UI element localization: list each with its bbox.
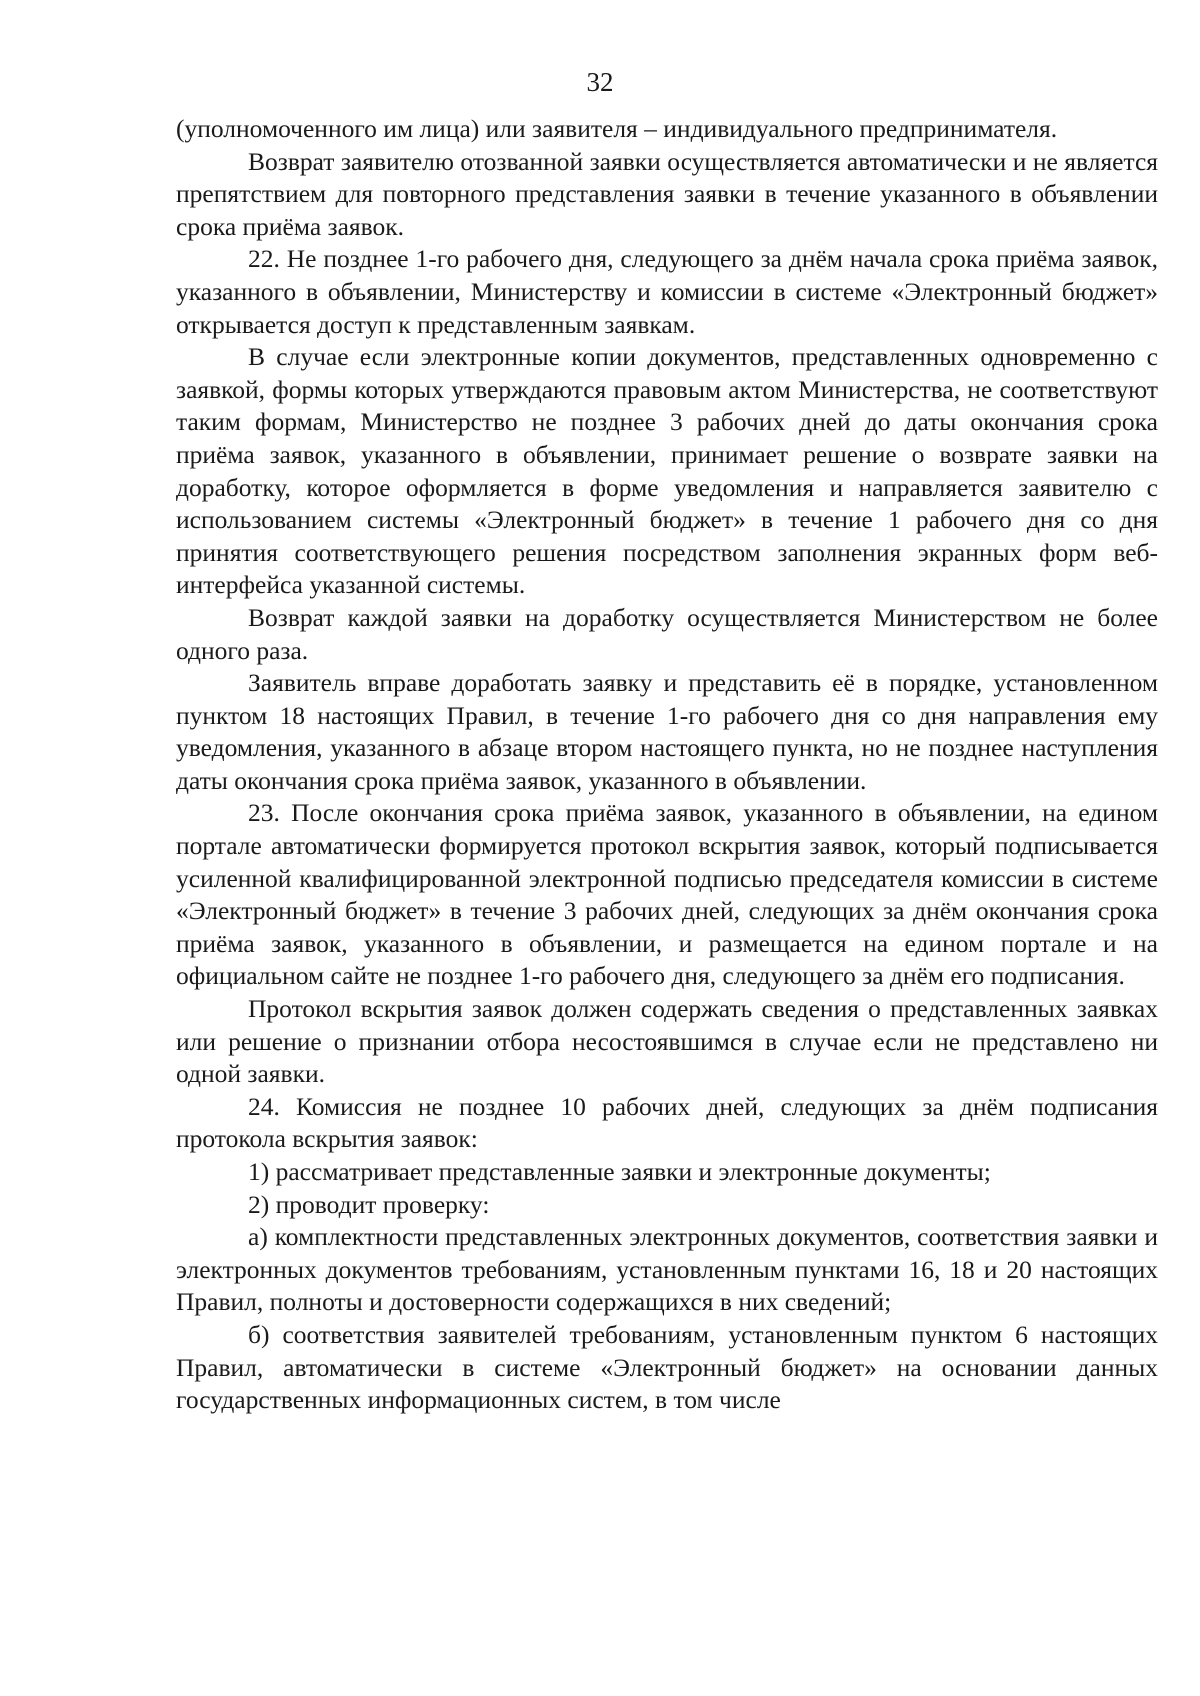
page-number: 32 <box>586 67 614 97</box>
paragraph-continuation: (уполномоченного им лица) или заявителя – индивидуального предпринимателя. <box>176 114 1058 143</box>
list-item-2b: б) соответствия заявителей требованиям, установленным пунктом 6 настоящих Правил, автоматически в системе «Электронный бюджет» на основании данных государственных информационных систем, в том числе <box>176 1319 1158 1415</box>
list-item-2a: а) комплектности представленных электронных документов, соответствия заявки и электронных документов требованиям, установленным пунктами 16, 18 и 20 настоящих Правил, полноты и достоверности содержащихся в них сведений; <box>176 1222 1158 1317</box>
paragraph-clause-22: 22. Не позднее 1-го рабочего дня, следующего за днём начала срока приёма заявок, указанного в объявлении, Министерству и комиссии в системе «Электронный бюджет» открывается доступ к представленным заявкам. <box>176 244 1158 339</box>
list-item-2: 2) проводит проверку: <box>248 1189 490 1219</box>
paragraph-clause-23: 23. После окончания срока приёма заявок, указанного в объявлении, на едином портале автоматически формируется протокол вскрытия заявок, который подписывается усиленной квалифицированной электронной подписью председателя комиссии в системе «Электронный бюджет» в течение 3 рабочих дней, следующих за днём окончания срока приёма заявок, указанного в объявлении, и размещается на едином портале и на официальном сайте не позднее 1-го рабочего дня, следующего за днём его подписания. <box>176 798 1158 991</box>
paragraph-applicant-revise: Заявитель вправе доработать заявку и представить её в порядке, установленном пунктом 18 настоящих Правил, в течение 1-го рабочего дня со дня направления ему уведомления, указанного в абзаце втором настоящего пункта, но не позднее наступления даты окончания срока приёма заявок, указанного в объявлении. <box>176 668 1158 795</box>
list-item-1: 1) рассматривает представленные заявки и электронные документы; <box>248 1157 991 1186</box>
paragraph-clause-24: 24. Комиссия не позднее 10 рабочих дней, следующих за днём подписания протокола вскрытия заявок: <box>176 1091 1158 1154</box>
paragraph-protocol-content: Протокол вскрытия заявок должен содержать сведения о представленных заявках или решение о признании отбора несостоявшимся в случае если не представлено ни одной заявки. <box>176 994 1158 1089</box>
paragraph-return-for-revision: В случае если электронные копии документов, представленных одновременно с заявкой, формы которых утверждаются правовым актом Министерства, не соответствуют таким формам, Министерство не позднее 3 рабочих дней до даты окончания срока приёма заявок, указанного в объявлении, принимает решение о возврате заявки на доработку, которое оформляется в форме уведомления и направляется заявителю с использованием системы «Электронный бюджет» в течение 1 рабочего дня со дня принятия соответствующего решения посредством заполнения экранных форм веб-интерфейса указанной системы. <box>176 342 1158 600</box>
paragraph-return-once: Возврат каждой заявки на доработку осуществляется Министерством не более одного раза. <box>176 602 1158 665</box>
body-text <box>176 113 1158 1417</box>
paragraph-return-withdrawn: Возврат заявителю отозванной заявки осуществляется автоматически и не является препятствием для повторного представления заявки в течение указанного в объявлении срока приёма заявок. <box>176 146 1158 241</box>
